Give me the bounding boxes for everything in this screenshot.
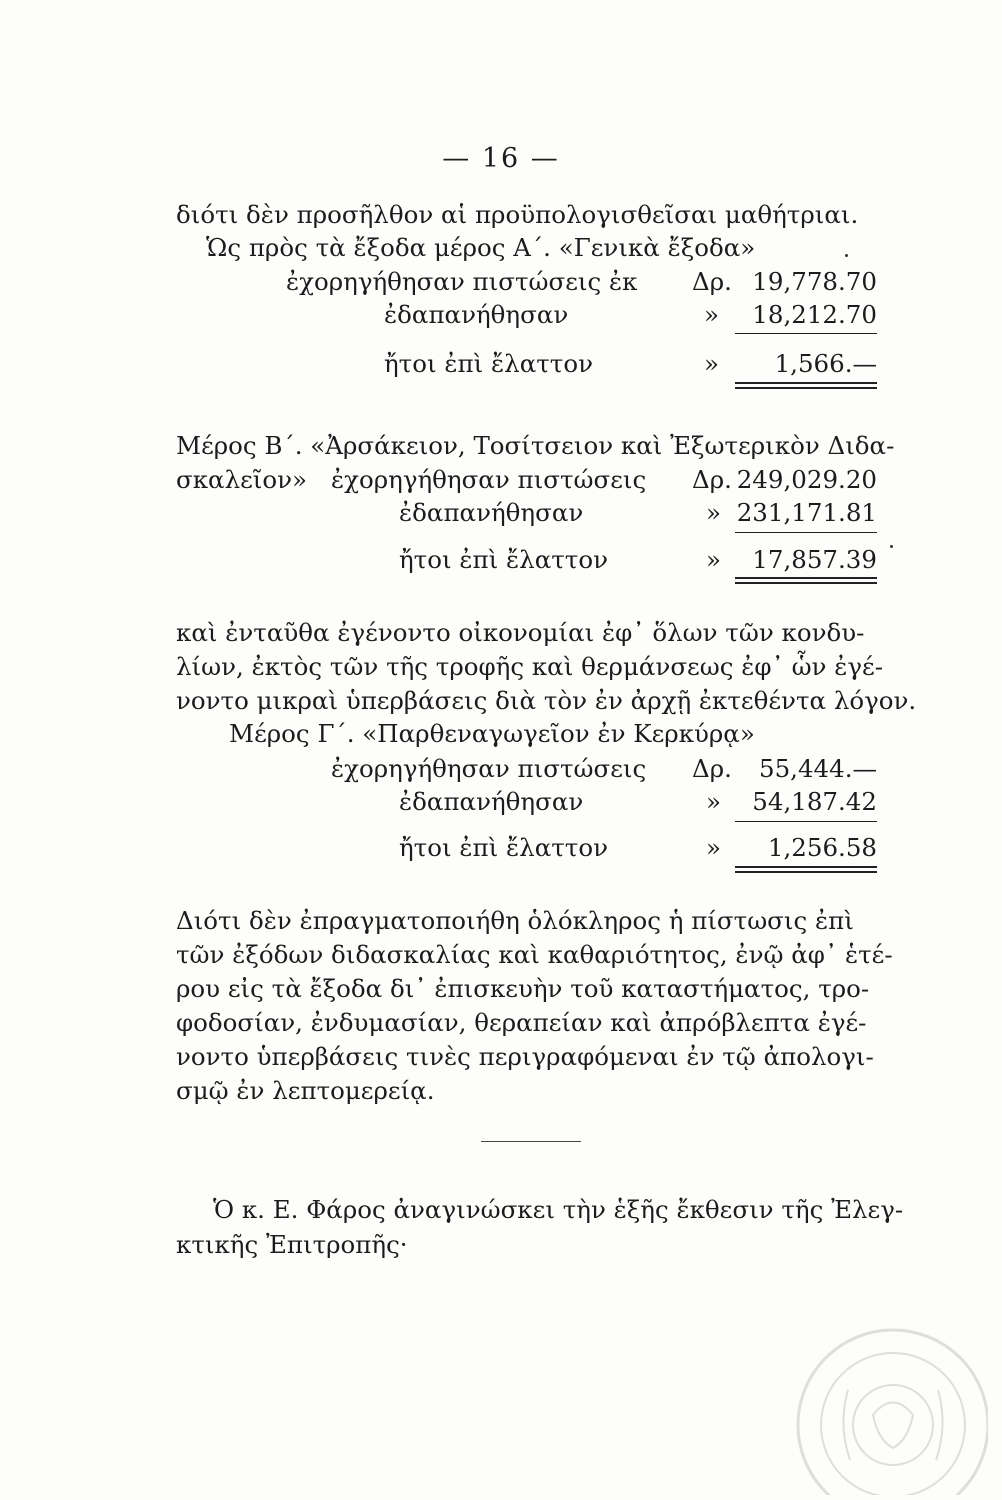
part-c-credited-marker: Δρ. — [692, 754, 732, 783]
total-rule-bottom — [735, 387, 877, 389]
total-rule-bottom — [735, 582, 877, 584]
stray-dot — [890, 545, 893, 548]
closing-line-6: σμῷ ἐν λεπτομερείᾳ. — [176, 1076, 435, 1105]
part-b-credited-label: ἐχορηγήθησαν πιστώσεις — [331, 465, 647, 494]
part-b-less-label: ἤτοι ἐπὶ ἔλαττον — [399, 545, 608, 574]
part-c-less-marker: » — [706, 833, 721, 862]
part-b-credited-value: 249,029.20 — [736, 465, 877, 494]
closing-line-4: φοδοσίαν, ἐνδυμασίαν, θεραπείαν καὶ ἀπρόβλεπτα ἐγέ- — [176, 1008, 867, 1037]
part-a-less-label: ἤτοι ἐπὶ ἔλαττον — [384, 349, 593, 378]
total-rule-top — [735, 577, 877, 579]
page-number: — 16 — — [442, 143, 560, 174]
total-rule-top — [735, 382, 877, 384]
part-a-less-value: 1,566.— — [774, 349, 877, 378]
sum-rule — [735, 532, 877, 533]
part-b-spent-marker: » — [706, 498, 721, 527]
sum-rule — [735, 821, 877, 822]
part-a-credited-value: 19,778.70 — [752, 267, 877, 296]
part-c-spent-value: 54,187.42 — [752, 787, 877, 816]
part-a-spent-value: 18,212.70 — [752, 300, 877, 329]
library-seal-icon — [788, 1320, 988, 1495]
part-b-heading-line2: σκαλεῖον» — [176, 465, 308, 494]
total-rule-bottom — [735, 871, 877, 873]
sum-rule — [735, 333, 877, 334]
part-a-heading: Ὡς πρὸς τὰ ἔξοδα μέρος Α΄. «Γενικὰ ἔξοδα» — [206, 233, 756, 262]
final-line-2: κτικῆς Ἐπιτροπῆς· — [176, 1230, 408, 1259]
closing-line-5: νοντο ὑπερβάσεις τινὲς περιγραφόμεναι ἐν τῷ ἀπολογι- — [176, 1042, 874, 1071]
part-c-less-value: 1,256.58 — [767, 833, 877, 862]
closing-line-2: τῶν ἐξόδων διδασκαλίας καὶ καθαριότητος, ἐνῷ ἀφ᾽ ἑτέ- — [176, 940, 893, 969]
part-b-credited-marker: Δρ. — [692, 465, 732, 494]
part-b-spent-label: ἐδαπανήθησαν — [399, 498, 584, 527]
part-b-spent-value: 231,171.81 — [736, 498, 877, 527]
part-a-less-marker: » — [704, 349, 719, 378]
stray-dot — [845, 254, 848, 257]
section-separator — [481, 1141, 581, 1142]
part-b-less-marker: » — [706, 545, 721, 574]
part-b-heading-line1: Μέρος Β΄. «Ἀρσάκειον, Τοσίτσειον καὶ Ἐξωτερικὸν Διδα- — [176, 431, 895, 460]
middle-line-2: λίων, ἐκτὸς τῶν τῆς τροφῆς καὶ θερμάνσεως ἐφ᾽ ὧν ἐγέ- — [176, 652, 883, 681]
total-rule-top — [735, 866, 877, 868]
part-a-spent-label: ἐδαπανήθησαν — [384, 300, 569, 329]
middle-line-1: καὶ ἐνταῦθα ἐγένοντο οἰκονομίαι ἐφ᾽ ὅλων τῶν κονδυ- — [176, 618, 865, 647]
part-c-credited-value: 55,444.— — [758, 754, 877, 783]
final-line-1: Ὁ κ. Ε. Φάρος ἀναγινώσκει τὴν ἑξῆς ἔκθεσιν τῆς Ἐλεγ- — [213, 1195, 904, 1224]
closing-line-1: Διότι δὲν ἐπραγματοποιήθη ὁλόκληρος ἡ πίστωσις ἐπὶ — [176, 906, 854, 935]
closing-line-3: ρου εἰς τὰ ἔξοδα δι᾽ ἐπισκευὴν τοῦ καταστήματος, τρο- — [176, 974, 870, 1003]
part-c-spent-marker: » — [706, 787, 721, 816]
middle-line-3: νοντο μικραὶ ὑπερβάσεις διὰ τὸν ἐν ἀρχῇ ἐκτεθέντα λόγον. — [176, 686, 917, 715]
part-c-heading: Μέρος Γ΄. «Παρθεναγωγεῖον ἐν Κερκύρᾳ» — [229, 719, 755, 748]
part-b-less-value: 17,857.39 — [752, 545, 877, 574]
intro-line: διότι δὲν προσῆλθον αἱ προϋπολογισθεῖσαι μαθήτριαι. — [176, 200, 859, 229]
part-a-spent-marker: » — [704, 300, 719, 329]
part-c-spent-label: ἐδαπανήθησαν — [399, 787, 584, 816]
part-a-credited-label: ἐχορηγήθησαν πιστώσεις ἐκ — [286, 267, 638, 296]
part-a-credited-marker: Δρ. — [692, 267, 732, 296]
part-c-credited-label: ἐχορηγήθησαν πιστώσεις — [331, 754, 647, 783]
part-c-less-label: ἤτοι ἐπὶ ἔλαττον — [399, 833, 608, 862]
